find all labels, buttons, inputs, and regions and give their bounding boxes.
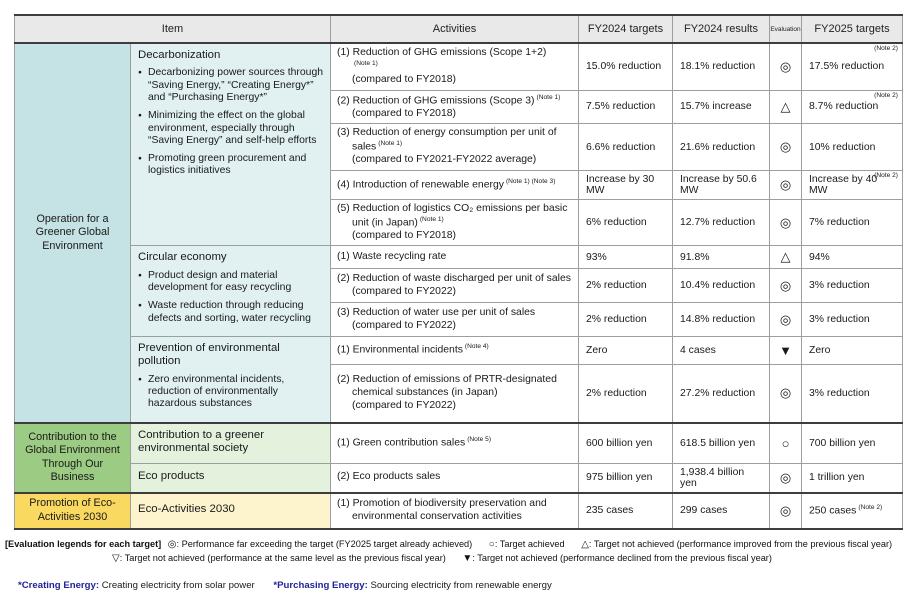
sub-item-title: Decarbonization xyxy=(138,49,221,61)
table-row xyxy=(15,423,903,463)
fy2024-target-cell: 6% reduction xyxy=(579,199,673,246)
col-header-activities: Activities xyxy=(331,15,579,43)
evaluation-cell: ◎ xyxy=(770,43,802,90)
fy2025-target-cell: 3% reduction xyxy=(802,365,903,423)
fy2025-target-cell: (Note 2) 17.5% reduction xyxy=(802,43,903,90)
legend-item: ▽: Target not achieved (performance at the same level as the previous fiscal year) xyxy=(112,553,446,565)
legend-label: [Evaluation legends for each target] xyxy=(5,538,162,549)
double-circle-icon: ◎ xyxy=(167,538,177,550)
note-ref: (Note 4) xyxy=(464,343,489,351)
note-ref: (Note 1) (Note 3) xyxy=(505,177,556,185)
note-ref: (Note 5) xyxy=(467,436,492,444)
fy2024-target-cell: 600 billion yen xyxy=(579,423,673,463)
note-ref: (Note 1) xyxy=(419,215,444,223)
item-sub-cell xyxy=(131,246,331,337)
fy2024-result-cell: 12.7% reduction xyxy=(673,199,770,246)
item-sub-cell xyxy=(131,336,331,422)
item-sub-cell xyxy=(131,423,331,463)
item-group-cell: Operation for a Greener Global Environment xyxy=(15,43,131,423)
activity-cell: (5) Reduction of logistics CO₂ emissions per basic unit (in Japan) $^{(Note 1)}$ (compared to FY2018) xyxy=(331,199,579,246)
circle-icon: ○ xyxy=(488,538,495,550)
fy2024-target-cell: 235 cases xyxy=(579,493,673,529)
note-ref: (Note 1) xyxy=(536,93,561,101)
fy2024-target-cell: 15.0% reduction xyxy=(579,43,673,90)
fy2024-result-cell: 18.1% reduction xyxy=(673,43,770,90)
sub-item-bullet: ● Minimizing the effect on the global environment, especially through “Saving Energy” and self-help efforts xyxy=(138,110,323,147)
evaluation-cell: ▼ xyxy=(770,336,802,364)
fy2024-result-cell: 10.4% reduction xyxy=(673,269,770,303)
evaluation-cell: △ xyxy=(770,246,802,269)
header-row xyxy=(15,15,903,43)
triangle-down-filled-icon: ▼ xyxy=(462,553,473,565)
sub-item-title: Eco-Activities 2030 xyxy=(138,502,235,515)
legend-line-1 xyxy=(5,538,916,553)
kpi-table xyxy=(14,14,903,530)
fy2025-target-cell: (Note 2) Increase by 40 MW xyxy=(802,170,903,199)
fy2025-target-cell: Zero xyxy=(802,336,903,364)
fy2024-target-cell: Increase by 30 MW xyxy=(579,170,673,199)
fy2024-target-cell: 93% xyxy=(579,246,673,269)
fy2024-target-cell: Zero xyxy=(579,336,673,364)
fy2024-target-cell: 975 billion yen xyxy=(579,463,673,493)
footnote-creating-energy: *Creating Energy: Creating electricity from solar power xyxy=(18,579,255,591)
fy2024-target-cell: 2% reduction xyxy=(579,269,673,303)
col-header-fy2024-results: FY2024 results xyxy=(673,15,770,43)
note-ref: (Note 1) xyxy=(378,140,403,148)
item-sub-cell xyxy=(131,43,331,246)
activity-cell: (2) Eco products sales xyxy=(331,463,579,493)
note-ref: (Note 2) xyxy=(874,171,898,179)
evaluation-cell: ○ xyxy=(770,423,802,463)
table-row xyxy=(15,493,903,529)
item-sub-cell xyxy=(131,493,331,529)
fy2025-target-cell: 10% reduction xyxy=(802,124,903,171)
evaluation-cell: △ xyxy=(770,90,802,124)
note-ref: (Note 2) xyxy=(874,45,898,52)
fy2025-target-cell: (Note 2) 8.7% reduction xyxy=(802,90,903,124)
fy2024-target-cell: 6.6% reduction xyxy=(579,124,673,171)
activity-cell: (2) Reduction of emissions of PRTR-designated chemical substances (in Japan) (compared to FY2022) xyxy=(331,365,579,423)
fy2024-result-cell: Increase by 50.6 MW xyxy=(673,170,770,199)
sub-item-title: Prevention of environmental pollution xyxy=(138,341,280,368)
table-row xyxy=(15,463,903,493)
sub-item-title: Circular economy xyxy=(138,251,227,264)
sub-item-bullet: ● Promoting green procurement and logistics initiatives xyxy=(138,153,323,178)
fy2024-result-cell: 91.8% xyxy=(673,246,770,269)
sub-item-bullet: ● Zero environmental incidents, reduction of environmentally hazardous substances xyxy=(138,374,323,411)
footnote xyxy=(18,580,916,591)
triangle-down-outline-icon: ▽ xyxy=(112,553,120,565)
note-ref: (Note 1) xyxy=(354,59,378,67)
col-header-evaluation: Evaluation xyxy=(770,15,802,43)
fy2024-result-cell: 4 cases xyxy=(673,336,770,364)
col-header-item: Item xyxy=(15,15,331,43)
evaluation-cell: ◎ xyxy=(770,269,802,303)
fy2025-target-cell: 3% reduction xyxy=(802,269,903,303)
fy2025-target-cell: 1 trillion yen xyxy=(802,463,903,493)
activity-cell: (3) Reduction of energy consumption per unit of sales $^{(Note 1)}$ (compared to FY2021-FY2022 average) xyxy=(331,124,579,171)
evaluation-cell: ◎ xyxy=(770,303,802,337)
activity-cell: (1) Green contribution sales $^{(Note 5)}$ xyxy=(331,423,579,463)
fy2025-target-cell: 3% reduction xyxy=(802,303,903,337)
activity-cell: (2) Reduction of waste discharged per unit of sales (compared to FY2022) xyxy=(331,269,579,303)
evaluation-cell: ◎ xyxy=(770,170,802,199)
activity-cell: (2) Reduction of GHG emissions (Scope 3) $^{(Note 1)}$ (compared to FY2018) xyxy=(331,90,579,124)
activity-cell: (1) Reduction of GHG emissions (Scope 1+2)$^{(Note 1)}$ (compared to FY2018) xyxy=(331,43,579,90)
sub-item-title: Eco products xyxy=(138,469,205,482)
fy2025-target-cell: 700 billion yen xyxy=(802,423,903,463)
evaluation-cell: ◎ xyxy=(770,493,802,529)
sub-item-bullet: ● Decarbonizing power sources through “Saving Energy,” “Creating Energy*” and “Purchasing Energy*” xyxy=(138,67,323,104)
fy2024-result-cell: 15.7% increase xyxy=(673,90,770,124)
fy2024-result-cell: 27.2% reduction xyxy=(673,365,770,423)
footnote-purchasing-energy: *Purchasing Energy: Sourcing electricity from renewable energy xyxy=(273,579,552,591)
legend-item: △: Target not achieved (performance improved from the previous fiscal year) xyxy=(581,538,893,550)
item-group-cell: Contribution to the Global Environment Through Our Business xyxy=(15,423,131,493)
fy2025-target-cell: 250 cases $^{(Note 2)}$ xyxy=(802,493,903,529)
fy2025-target-cell: 94% xyxy=(802,246,903,269)
fy2024-result-cell: 299 cases xyxy=(673,493,770,529)
evaluation-cell: ◎ xyxy=(770,199,802,246)
fy2025-target-cell: 7% reduction xyxy=(802,199,903,246)
fy2024-result-cell: 618.5 billion yen xyxy=(673,423,770,463)
fy2024-result-cell: 14.8% reduction xyxy=(673,303,770,337)
sub-item-title: Contribution to a greener environmental society xyxy=(138,428,265,455)
evaluation-cell: ◎ xyxy=(770,124,802,171)
item-group-cell: Promotion of Eco-Activities 2030 xyxy=(15,493,131,529)
triangle-up-icon: △ xyxy=(581,538,589,550)
note-ref: (Note 2) xyxy=(858,504,883,512)
fy2024-target-cell: 2% reduction xyxy=(579,303,673,337)
activity-cell: (1) Waste recycling rate xyxy=(331,246,579,269)
fy2024-target-cell: 7.5% reduction xyxy=(579,90,673,124)
fy2024-result-cell: 21.6% reduction xyxy=(673,124,770,171)
evaluation-legend xyxy=(5,538,916,567)
legend-line-2 xyxy=(5,552,916,567)
col-header-fy2025-targets: FY2025 targets xyxy=(802,15,903,43)
fy2024-target-cell: 2% reduction xyxy=(579,365,673,423)
evaluation-cell: ◎ xyxy=(770,365,802,423)
sub-item-bullet: ● Product design and material development for easy recycling xyxy=(138,270,323,295)
col-header-fy2024-targets: FY2024 targets xyxy=(579,15,673,43)
table-row xyxy=(15,246,903,269)
legend-item: ○: Target achieved xyxy=(488,538,565,550)
activity-cell: (3) Reduction of water use per unit of sales (compared to FY2022) xyxy=(331,303,579,337)
legend-item: ▼: Target not achieved (performance declined from the previous fiscal year) xyxy=(462,553,772,565)
table-row xyxy=(15,43,903,90)
activity-cell: (1) Environmental incidents $^{(Note 4)}$ xyxy=(331,336,579,364)
item-sub-cell xyxy=(131,463,331,493)
evaluation-cell: ◎ xyxy=(770,463,802,493)
note-ref: (Note 2) xyxy=(874,91,898,99)
activity-cell: (1) Promotion of biodiversity preservation and environmental conservation activities xyxy=(331,493,579,529)
activity-cell: (4) Introduction of renewable energy $^{(Note 1) (Note 3)}$ xyxy=(331,170,579,199)
fy2024-result-cell: 1,938.4 billion yen xyxy=(673,463,770,493)
sub-item-bullet: ● Waste reduction through reducing defects and sorting, water recycling xyxy=(138,300,323,325)
legend-item: ◎: Performance far exceeding the target (FY2025 target already achieved) xyxy=(167,538,473,550)
table-row xyxy=(15,336,903,364)
